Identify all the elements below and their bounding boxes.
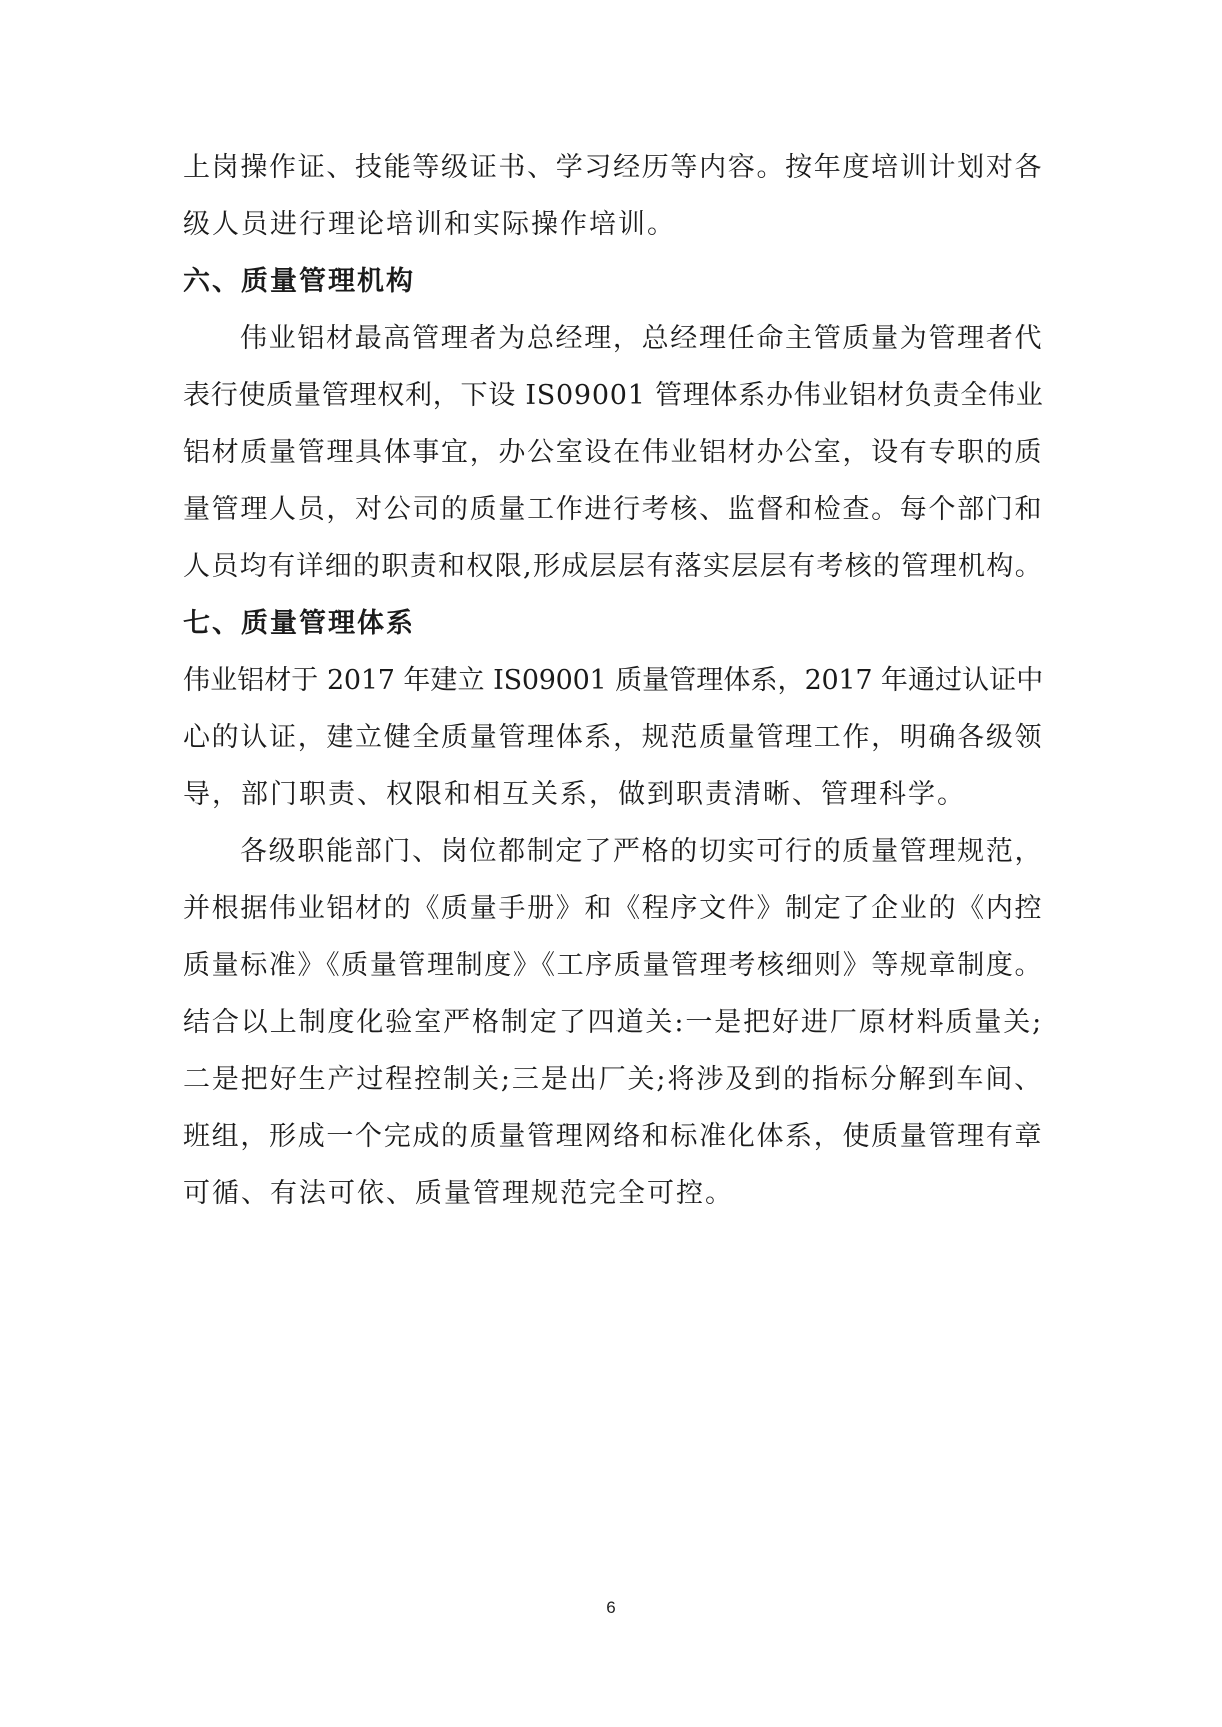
paragraph-line: 班组，形成一个完成的质量管理网络和标准化体系，使质量管理有章 <box>183 1121 1043 1152</box>
paragraph-line: 各级职能部门、岗位都制定了严格的切实可行的质量管理规范， <box>240 836 1043 867</box>
paragraph-line: 结合以上制度化验室严格制定了四道关:一是把好进厂原材料质量关; <box>183 1007 1043 1038</box>
paragraph-line: 上岗操作证、技能等级证书、学习经历等内容。按年度培训计划对各 <box>183 152 1043 183</box>
paragraph-line: 并根据伟业铝材的《质量手册》和《程序文件》制定了企业的《内控 <box>183 893 1043 924</box>
paragraph-line: 心的认证，建立健全质量管理体系，规范质量管理工作，明确各级领 <box>183 722 1043 753</box>
section-heading: 七、质量管理体系 <box>183 608 415 639</box>
page-number: 6 <box>606 1598 616 1617</box>
section-heading: 六、质量管理机构 <box>183 266 415 297</box>
paragraph-line: 铝材质量管理具体事宜，办公室设在伟业铝材办公室，设有专职的质 <box>183 437 1043 468</box>
paragraph-line: 表行使质量管理权利，下设 IS09001 管理体系办伟业铝材负责全伟业 <box>183 380 1044 411</box>
paragraph-line: 二是把好生产过程控制关;三是出厂关;将涉及到的指标分解到车间、 <box>183 1064 1043 1095</box>
paragraph-line: 级人员进行理论培训和实际操作培训。 <box>183 209 676 240</box>
paragraph-line: 量管理人员，对公司的质量工作进行考核、监督和检查。每个部门和 <box>183 494 1043 525</box>
paragraph-line: 可循、有法可依、质量管理规范完全可控。 <box>183 1178 734 1209</box>
paragraph-line: 伟业铝材于 2017 年建立 IS09001 质量管理体系，2017 年通过认证中 <box>183 665 1043 696</box>
paragraph-line: 质量标准》《质量管理制度》《工序质量管理考核细则》等规章制度。 <box>183 950 1043 981</box>
paragraph-line: 人员均有详细的职责和权限,形成层层有落实层层有考核的管理机构。 <box>183 551 1043 582</box>
paragraph-line: 导，部门职责、权限和相互关系，做到职责清晰、管理科学。 <box>183 779 966 810</box>
paragraph-line: 伟业铝材最高管理者为总经理，总经理任命主管质量为管理者代 <box>240 323 1043 354</box>
